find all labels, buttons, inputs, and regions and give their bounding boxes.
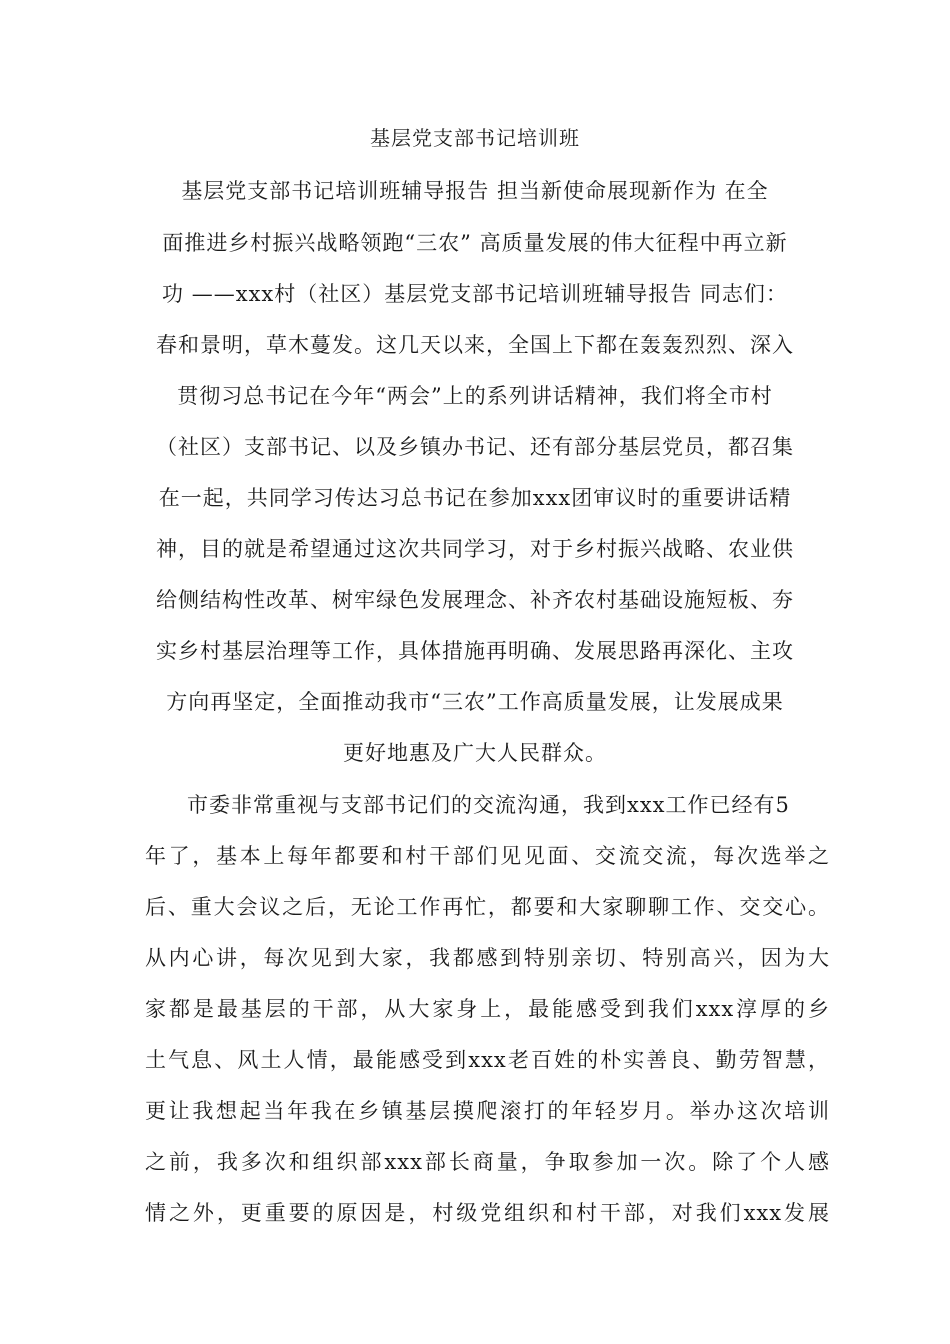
body-line-9: 情之外，更重要的原因是，村级党组织和村干部，对我们xxx发展	[145, 1201, 830, 1225]
document-title: 基层党支部书记培训班	[370, 126, 580, 150]
body-line-1: 市委非常重视与支部书记们的交流沟通，我到xxx工作已经有5	[187, 793, 790, 817]
body-line-3: 后、重大会议之后，无论工作再忙，都要和大家聊聊工作、交交心。	[145, 895, 830, 919]
body-line-2: 年了，基本上每年都要和村干部们见见面、交流交流，每次选举之	[145, 844, 830, 868]
intro-line-1: 基层党支部书记培训班辅导报告 担当新使命展现新作为 在全	[181, 179, 769, 203]
intro-line-10: 实乡村基层治理等工作，具体措施再明确、发展思路再深化、主攻	[156, 639, 794, 663]
body-line-4: 从内心讲，每次见到大家，我都感到特别亲切、特别高兴，因为大	[145, 946, 830, 970]
intro-line-9: 给侧结构性改革、树牢绿色发展理念、补齐农村基础设施短板、夯	[156, 588, 794, 612]
intro-line-7: 在一起，共同学习传达习总书记在参加xxx团审议时的重要讲话精	[158, 486, 792, 510]
intro-line-5: 贯彻习总书记在今年“两会”上的系列讲话精神，我们将全市村	[177, 384, 773, 408]
body-line-5: 家都是最基层的干部，从大家身上，最能感受到我们xxx淳厚的乡	[145, 997, 830, 1021]
body-line-6: 土气息、风土人情，最能感受到xxx老百姓的朴实善良、勤劳智慧，	[145, 1048, 830, 1072]
intro-line-12: 更好地惠及广大人民群众。	[343, 741, 607, 765]
body-line-8: 之前，我多次和组织部xxx部长商量，争取参加一次。除了个人感	[145, 1150, 830, 1174]
intro-line-11: 方向再坚定，全面推动我市“三农”工作高质量发展，让发展成果	[166, 690, 784, 714]
intro-line-4: 春和景明，草木蔓发。这几天以来，全国上下都在轰轰烈烈、深入	[156, 333, 794, 357]
body-line-7: 更让我想起当年我在乡镇基层摸爬滚打的年轻岁月。举办这次培训	[145, 1099, 830, 1123]
intro-line-6: （社区）支部书记、以及乡镇办书记、还有部分基层党员，都召集	[156, 435, 794, 459]
intro-line-8: 神，目的就是希望通过这次共同学习，对于乡村振兴战略、农业供	[156, 537, 794, 561]
intro-line-2: 面推进乡村振兴战略领跑“三农” 高质量发展的伟大征程中再立新	[162, 231, 788, 255]
intro-line-3: 功 ——xxx村（社区）基层党支部书记培训班辅导报告 同志们：	[162, 282, 788, 306]
